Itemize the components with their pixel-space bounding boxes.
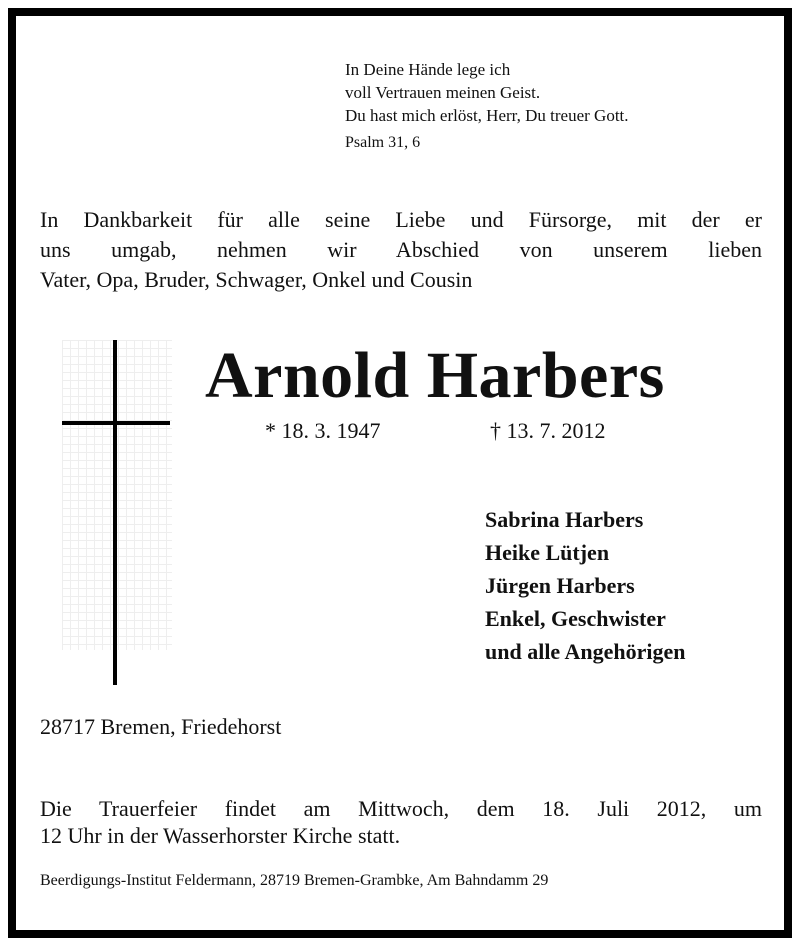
deceased-name: Arnold Harbers <box>205 339 665 412</box>
intro-line: Vater, Opa, Bruder, Schwager, Onkel und Cousin <box>40 267 473 292</box>
mourner-name: Heike Lütjen <box>485 540 610 565</box>
bible-verse <box>345 58 629 154</box>
funeral-service-info <box>40 795 762 849</box>
undertaker: Beerdigungs-Institut Feldermann, 28719 Bremen-Grambke, Am Bahndamm 29 <box>40 872 549 889</box>
verse-reference: Psalm 31, 6 <box>345 134 421 151</box>
mourner-name: Sabrina Harbers <box>485 507 644 532</box>
mourner-name: Enkel, Geschwister <box>485 606 666 631</box>
cross-icon <box>113 340 117 685</box>
mourners-list <box>485 503 685 668</box>
cross-background-pattern <box>62 340 172 650</box>
service-line: Die Trauerfeier findet am Mittwoch, dem 18. Juli 2012, um <box>40 796 762 821</box>
birth-date: * 18. 3. 1947 <box>265 418 381 443</box>
place: 28717 Bremen, Friedehorst <box>40 714 282 739</box>
intro-line: uns umgab, nehmen wir Abschied von unserem lieben <box>40 237 762 262</box>
cross-icon-beam <box>62 421 170 425</box>
mourner-name: Jürgen Harbers <box>485 573 635 598</box>
verse-line: voll Vertrauen meinen Geist. <box>345 83 541 102</box>
death-date: † 13. 7. 2012 <box>490 418 606 443</box>
service-line: 12 Uhr in der Wasserhorster Kirche statt. <box>40 823 401 848</box>
intro-text <box>40 205 762 295</box>
verse-line: In Deine Hände lege ich <box>345 60 511 79</box>
mourner-name: und alle Angehörigen <box>485 639 686 664</box>
verse-line: Du hast mich erlöst, Herr, Du treuer Gott. <box>345 106 629 125</box>
intro-line: In Dankbarkeit für alle seine Liebe und Fürsorge, mit der er <box>40 207 762 232</box>
